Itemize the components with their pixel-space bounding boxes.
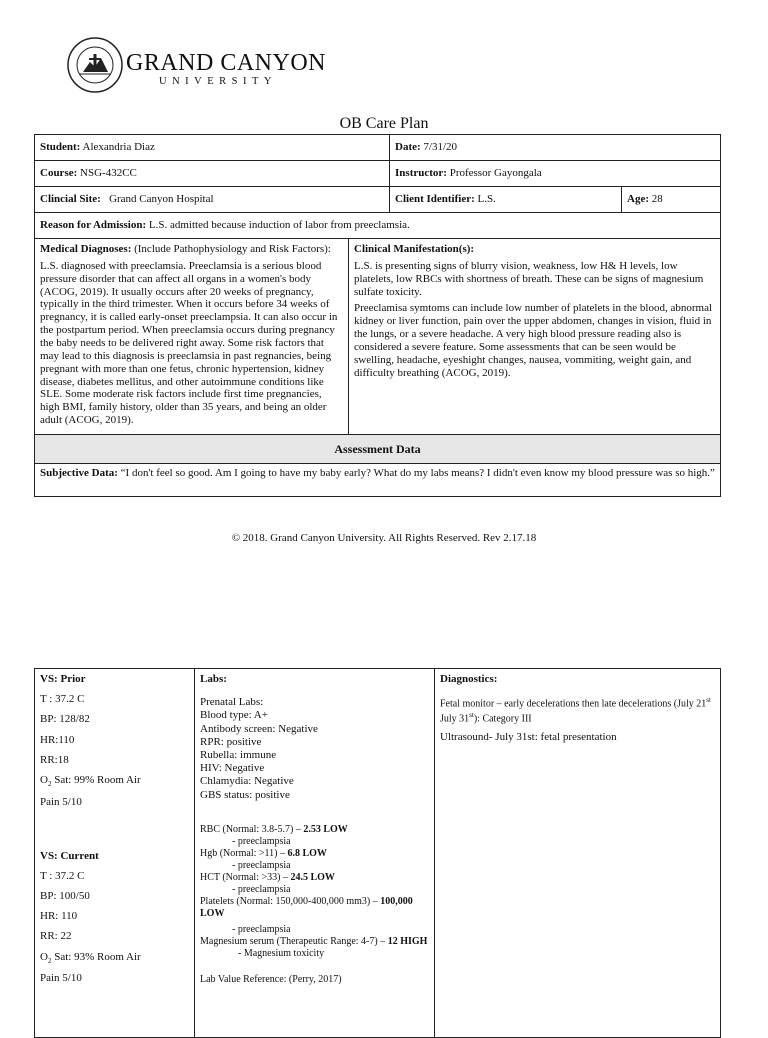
labs-cell [195,669,435,1038]
reason-cell [35,213,721,239]
brand-subtitle: UNIVERSITY [159,76,277,87]
student-label: Student: [40,141,81,154]
date-label: Date: [395,141,421,154]
rbc-lab-note: - preeclampsia [232,835,291,847]
clinical-site-label: Clincial Site: [40,193,101,206]
vs-current-label: VS: Current [40,849,99,862]
vs-current-temp: T : 37.2 C [40,869,85,882]
hct-lab-value: 24.5 LOW [290,871,335,883]
brand-name: GRAND CANYON [126,50,327,76]
fetal-monitor-category: ): Category III [473,712,532,724]
course-value: NSG-432CC [80,167,137,180]
assessment-data-heading: Assessment Data [35,435,721,464]
document-title: OB Care Plan [339,115,429,132]
diagnostics-cell [435,669,721,1038]
prenatal-lab-line: HIV: Negative [200,762,265,775]
clinical-manifestations-text-1: L.S. is presenting signs of blurry vision, weakness, low H& H levels, low platelets, low RBCs with shortness of breath. These can be signs of magnesium sulfate toxicity. [354,259,704,298]
reason-value: L.S. admitted because induction of labor from preeclamsia. [148,219,410,232]
prenatal-lab-line: Antibody screen: Negative [200,722,318,735]
vs-current-rr: RR: 22 [40,930,72,943]
medical-diagnoses-note: (Include Pathophysiology and Risk Factors): [134,243,331,255]
o2-prefix: O [40,950,48,963]
hgb-lab-value: 6.8 LOW [287,847,327,859]
vs-current-pain: Pain 5/10 [40,972,82,985]
ultrasound-result: Ultrasound- July 31st: fetal presentation [440,730,617,743]
o2-value: Sat: 93% Room Air [51,950,141,963]
fetal-monitor-date: July 31 [440,712,470,724]
age-label: Age: [627,193,650,206]
medical-diagnoses-label: Medical Diagnoses: [40,243,132,255]
course-cell [35,161,390,187]
prenatal-lab-line: Chlamydia: Negative [200,775,294,788]
fetal-monitor-result [440,696,715,725]
vs-prior-temp: T : 37.2 C [40,693,85,706]
platelets-lab [200,896,429,920]
clinical-site-cell [35,187,390,213]
o2-subscript: 2 [47,956,52,965]
age-value: 28 [651,193,663,206]
subjective-data-cell [35,464,721,497]
vs-current-hr: HR: 110 [40,910,78,923]
magnesium-lab-value: 12 HIGH [387,935,428,947]
lab-reference: Lab Value Reference: (Perry, 2017) [200,973,342,985]
student-cell [35,135,390,161]
subjective-data-value: “I don't feel so good. Am I going to have my baby early? What do my labs means? I didn't even know my blood pressure was so high.” [120,467,715,480]
medical-diagnoses-text: L.S. diagnosed with preeclamsia. Preeclamsia is a serious blood pressure disorder that can affect all organs in a women's body (ACOG, 2019). It usually occurs after 20 weeks of pregnancy, typically in the third trimester. When it occurs before 34 weeks of pregnancy, it is called early-onset preeclampsia. It can also occur in the postpartum period. When preeclamsia occurs during pregnancy the baby needs to be delivered right away. Some risk factors that may lead to this diagnosis is preeclamsia in past regnancies, being pregnant with more than one fetus, chronic hypertension, kidney disease, diabetes mellitus, and other autoimmune conditions like SLE. Some moderate risk factors include first time pregnancies, high BMI, family history, older than 35 years, and being an older adult (ACOG, 2019). [40,259,338,427]
platelets-lab-label: Platelets (Normal: 150,000-400,000 mm3) – [200,895,381,907]
rbc-lab-label: RBC (Normal: 3.8-5.7) – [200,823,304,835]
vitals-labs-diagnostics-table [34,668,721,1038]
platelets-lab-note: - preeclampsia [232,923,291,935]
subjective-data-label: Subjective Data: [40,467,118,480]
clinical-site-value: Grand Canyon Hospital [109,193,214,206]
vs-prior-pain: Pain 5/10 [40,795,82,808]
rbc-lab [200,824,429,836]
vs-prior-label: VS: Prior [40,673,86,685]
prenatal-lab-line: RPR: positive [200,735,262,748]
student-value: Alexandria Diaz [82,141,155,154]
prenatal-lab-line: Prenatal Labs: [200,696,264,709]
age-cell [622,187,721,213]
prenatal-lab-line: GBS status: positive [200,788,290,801]
hgb-lab [200,848,429,860]
clinical-manifestations-cell [349,239,721,435]
university-seal-icon [66,36,124,94]
prenatal-lab-line: Blood type: A+ [200,709,268,722]
course-label: Course: [40,167,78,180]
date-cell [390,135,721,161]
ordinal-suffix: st [469,710,474,719]
vs-prior-o2 [40,774,189,789]
instructor-cell [390,161,721,187]
reason-label: Reason for Admission: [40,219,147,232]
vital-signs-cell [35,669,195,1038]
vs-prior-rr: RR:18 [40,753,69,766]
clinical-manifestations-text-2: Preeclamisa symtoms can include low number of platelets in the blood, abnormal kidney or liver function, pain over the upper abdomen, changes in vision, fluid in the lungs, or a severe headache. A very high blood pressure reading also is considered a severe feature. Some assessments that can be seen would be swelling, headache, eyeshight changes, nausea, vommiting, weight gain, and difficulty breathing (ACOG, 2019). [354,302,713,379]
date-value: 7/31/20 [423,141,458,154]
copyright-footer: © 2018. Grand Canyon University. All Rights Reserved. Rev 2.17.18 [231,532,537,544]
hct-lab-note: - preeclampsia [232,883,291,895]
magnesium-lab-note: - Magnesium toxicity [238,947,325,959]
rbc-lab-value: 2.53 LOW [303,823,348,835]
labs-label: Labs: [200,673,227,685]
platelets-lab-value: 100,000 LOW [200,895,413,919]
care-plan-info-table [34,134,721,497]
magnesium-lab-label: Magnesium serum (Therapeutic Range: 4-7) – [200,935,388,947]
o2-value: Sat: 99% Room Air [51,773,141,786]
client-identifier-value: L.S. [477,193,496,206]
ordinal-suffix: st [706,696,711,705]
hgb-lab-note: - preeclampsia [232,859,291,871]
hct-lab-label: HCT (Normal: >33) – [200,871,291,883]
client-identifier-cell [390,187,622,213]
vs-prior-bp: BP: 128/82 [40,713,90,726]
prenatal-lab-line: Rubella: immune [200,748,277,761]
hct-lab [200,872,429,884]
medical-diagnoses-cell [35,239,349,435]
university-logo [66,36,327,96]
hgb-lab-label: Hgb (Normal: >11) – [200,847,288,859]
diagnostics-label: Diagnostics: [440,673,498,685]
magnesium-lab [200,936,429,948]
o2-prefix: O [40,773,48,786]
vs-current-o2 [40,951,189,966]
o2-subscript: 2 [47,780,52,789]
clinical-manifestations-label: Clinical Manifestation(s): [354,243,475,255]
vs-prior-hr: HR:110 [40,733,75,746]
fetal-monitor-text: Fetal monitor – early decelerations then late decelerations (July 21 [440,698,707,710]
client-identifier-label: Client Identifier: [395,193,475,206]
instructor-value: Professor Gayongala [449,167,542,180]
vs-current-bp: BP: 100/50 [40,890,90,903]
instructor-label: Instructor: [395,167,447,180]
